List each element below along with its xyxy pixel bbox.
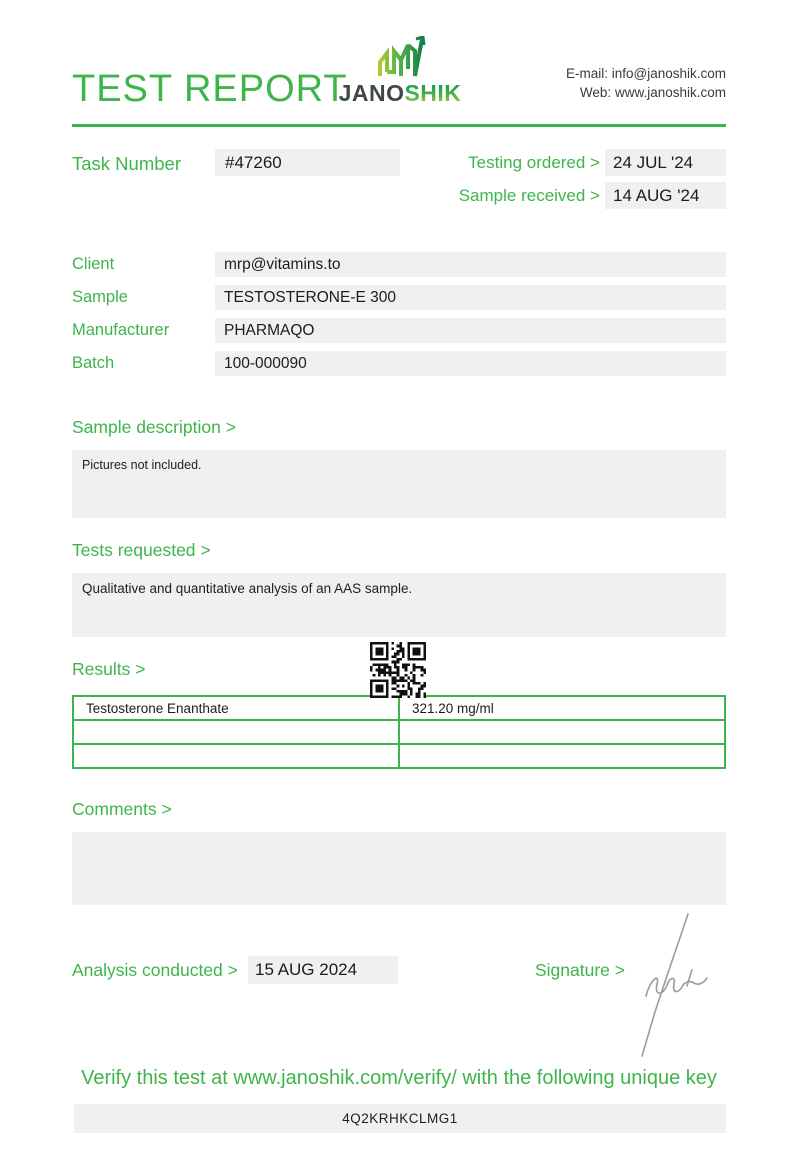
signature-label: Signature >	[535, 960, 625, 980]
sample-description-box	[72, 450, 726, 518]
result-substance	[73, 720, 399, 744]
verify-key: 4Q2KRHKCLMG1	[74, 1104, 726, 1133]
comments-heading: Comments >	[72, 799, 172, 819]
client-value: mrp@vitamins.to	[215, 252, 726, 277]
batch-value: 100-000090	[215, 351, 726, 376]
janoshik-logo	[338, 36, 462, 107]
sample-received-value: 14 AUG '24	[605, 182, 726, 209]
tests-requested-text: Qualitative and quantitative analysis of an AAS sample.	[82, 581, 413, 596]
manufacturer-value: PHARMAQO	[215, 318, 726, 343]
logo-wordmark	[338, 80, 462, 107]
chart-arrows-icon	[372, 36, 428, 78]
verify-instruction: Verify this test at www.janoshik.com/verify/ with the following unique key	[81, 1067, 717, 1089]
table-row	[73, 720, 725, 744]
tests-requested-heading: Tests requested >	[72, 540, 211, 560]
logo-text-shik: SHIK	[404, 80, 462, 106]
page-title: TEST REPORT	[72, 68, 348, 110]
task-number-label: Task Number	[72, 153, 181, 174]
analysis-conducted-label: Analysis conducted >	[72, 960, 238, 980]
sample-description-heading: Sample description >	[72, 417, 236, 437]
task-number-value: #47260	[215, 149, 400, 176]
contact-block	[566, 64, 726, 102]
sample-label: Sample	[72, 288, 128, 306]
signature-image	[630, 910, 715, 1060]
results-heading: Results >	[72, 659, 146, 679]
tests-requested-box	[72, 573, 726, 637]
contact-email-line	[566, 64, 726, 83]
qr-code	[370, 642, 426, 698]
testing-ordered-value: 24 JUL '24	[605, 149, 726, 176]
client-label: Client	[72, 255, 115, 273]
sample-description-text: Pictures not included.	[82, 458, 202, 472]
batch-label: Batch	[72, 354, 115, 372]
results-table	[72, 695, 726, 769]
result-concentration: 321.20 mg/ml	[399, 696, 725, 720]
result-concentration	[399, 720, 725, 744]
logo-text-jano: JANO	[338, 80, 405, 106]
email-value: info@janoshik.com	[611, 66, 726, 81]
result-substance	[73, 744, 399, 768]
sample-received-label: Sample received >	[458, 186, 600, 205]
result-substance: Testosterone Enanthate	[73, 696, 399, 720]
manufacturer-label: Manufacturer	[72, 321, 170, 339]
sample-value: TESTOSTERONE-E 300	[215, 285, 726, 310]
contact-web-line	[566, 83, 726, 102]
comments-box	[72, 832, 726, 905]
table-row	[73, 696, 725, 720]
testing-ordered-label: Testing ordered >	[468, 153, 600, 172]
analysis-conducted-value: 15 AUG 2024	[248, 956, 398, 984]
web-value: www.janoshik.com	[614, 85, 726, 100]
result-concentration	[399, 744, 725, 768]
email-label: E-mail:	[565, 66, 608, 81]
table-row	[73, 744, 725, 768]
web-label: Web:	[579, 85, 612, 100]
header-divider	[72, 124, 726, 127]
